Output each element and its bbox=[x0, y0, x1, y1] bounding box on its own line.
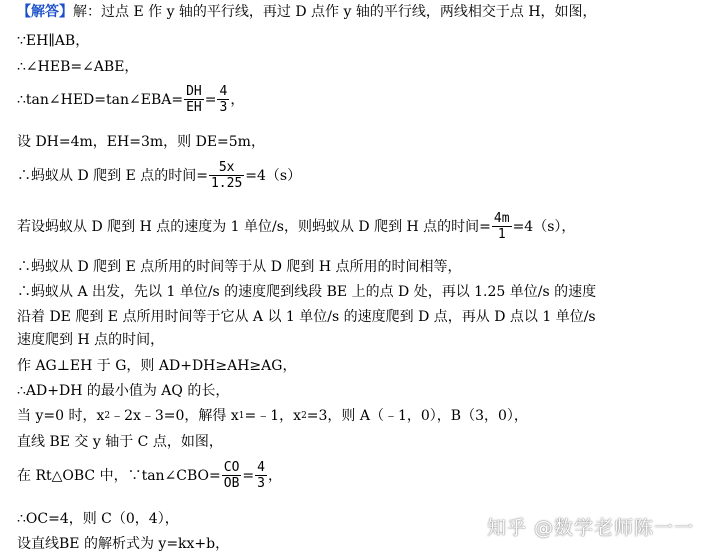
line-18 bbox=[17, 535, 229, 553]
line-5-text: 设 DH=4m，EH=3m，则 DE=5m， bbox=[17, 134, 265, 150]
equals-sign: = bbox=[242, 467, 255, 484]
line-7 bbox=[17, 211, 575, 242]
subscript-2: 2 bbox=[301, 411, 307, 421]
line-13-text: ∴AD+DH 的最小值为 AQ 的长， bbox=[17, 383, 230, 399]
line-2 bbox=[17, 32, 89, 50]
fraction-denominator: 3 bbox=[257, 476, 265, 491]
line-8-text: ∴蚂蚁从 D 爬到 E 点所用的时间等于从 D 爬到 H 点所用的时间相等， bbox=[17, 259, 462, 275]
fraction-5x-1-25 bbox=[209, 160, 244, 191]
line-12-text: 作 AG⊥EH 于 G，则 AD+DH≥AH≥AG， bbox=[17, 358, 297, 374]
fraction-numerator: CO bbox=[223, 460, 240, 475]
fraction-denominator: OB bbox=[223, 476, 240, 491]
line-10 bbox=[17, 308, 596, 326]
fraction-numerator: DH bbox=[186, 84, 202, 99]
line-1-text: 解：过点 E 作 y 轴的平行线，再过 D 点作 y 轴的平行线，两线相交于点 H，如图， bbox=[73, 4, 597, 20]
line-9-text: ∴蚂蚁从 A 出发，先以 1 单位/s 的速度爬到线段 BE 上的点 D 处，再以 1.25 单位/s 的速度 bbox=[17, 284, 597, 300]
line-3-text: ∴∠HEB=∠ABE， bbox=[17, 59, 139, 75]
line-14-part-c: =﹣1，x bbox=[244, 408, 302, 424]
fraction-4-3 bbox=[255, 460, 267, 491]
subscript-1: 1 bbox=[238, 411, 245, 421]
fraction-dh-eh bbox=[184, 84, 204, 115]
fraction-co-ob bbox=[222, 460, 242, 491]
line-11 bbox=[17, 331, 164, 349]
line-4-prefix: ∴tan∠HED=tan∠EBA= bbox=[17, 91, 184, 108]
line-6-suffix: =4（s） bbox=[245, 167, 302, 184]
answer-tag: 【解答】 bbox=[17, 4, 73, 20]
line-5 bbox=[17, 133, 265, 151]
line-11-text: 速度爬到 H 点的时间， bbox=[17, 332, 165, 348]
line-6 bbox=[17, 160, 301, 191]
fraction-numerator: 5x bbox=[218, 160, 235, 175]
fraction-denominator: 3 bbox=[219, 100, 228, 115]
line-10-text: 沿着 DE 爬到 E 点所用时间等于它从 A 以 1 单位/s 的速度爬到 D 点，再从 D 点以 1 单位/s bbox=[17, 309, 596, 325]
line-15-text: 直线 BE 交 y 轴于 C 点，如图， bbox=[17, 434, 223, 450]
fraction-numerator: 4m bbox=[493, 211, 510, 226]
fraction-numerator: 4 bbox=[257, 460, 265, 475]
line-17 bbox=[17, 510, 179, 528]
line-7-prefix: 若设蚂蚁从 D 爬到 H 点的速度为 1 单位/s，则蚂蚁从 D 爬到 H 点的时间= bbox=[17, 218, 491, 235]
watermark: 知乎 @数学老师陈一一 bbox=[486, 517, 694, 539]
fraction-denominator: 1 bbox=[497, 227, 506, 242]
line-6-prefix: ∴蚂蚁从 D 爬到 E 点的时间= bbox=[17, 167, 208, 184]
fraction-4m-1 bbox=[492, 211, 512, 242]
line-7-suffix: =4（s）， bbox=[512, 218, 576, 235]
line-14-part-d: =3，则 A（﹣1，0），B（3，0）， bbox=[306, 408, 528, 424]
line-13 bbox=[17, 382, 229, 400]
fraction-4-3 bbox=[217, 84, 229, 115]
line-18-text: 设直线BE 的解析式为 y=kx+b， bbox=[17, 536, 230, 552]
line-12 bbox=[17, 357, 296, 375]
line-16-prefix: 在 Rt△OBC 中，∵tan∠CBO= bbox=[17, 467, 221, 484]
line-8 bbox=[17, 258, 461, 276]
line-14 bbox=[17, 407, 528, 425]
line-14-part-b: ﹣2x﹣3=0，解得 x bbox=[110, 408, 239, 424]
line-2-text: ∵EH∥AB， bbox=[17, 33, 90, 49]
line-3 bbox=[17, 58, 138, 76]
exponent: 2 bbox=[104, 411, 111, 421]
fraction-denominator: 1.25 bbox=[210, 176, 243, 191]
line-1 bbox=[17, 3, 597, 21]
line-16 bbox=[17, 460, 282, 491]
line-15 bbox=[17, 433, 223, 451]
line-16-suffix: ， bbox=[267, 467, 282, 484]
equals-sign: = bbox=[204, 91, 217, 108]
line-4-suffix: ， bbox=[230, 91, 245, 108]
line-4 bbox=[17, 84, 244, 115]
line-9 bbox=[17, 283, 596, 301]
line-14-part-a: 当 y=0 时，x bbox=[17, 408, 105, 424]
line-17-text: ∴OC=4，则 C（0，4）， bbox=[17, 511, 179, 527]
fraction-numerator: 4 bbox=[219, 84, 228, 99]
fraction-denominator: EH bbox=[186, 100, 202, 115]
